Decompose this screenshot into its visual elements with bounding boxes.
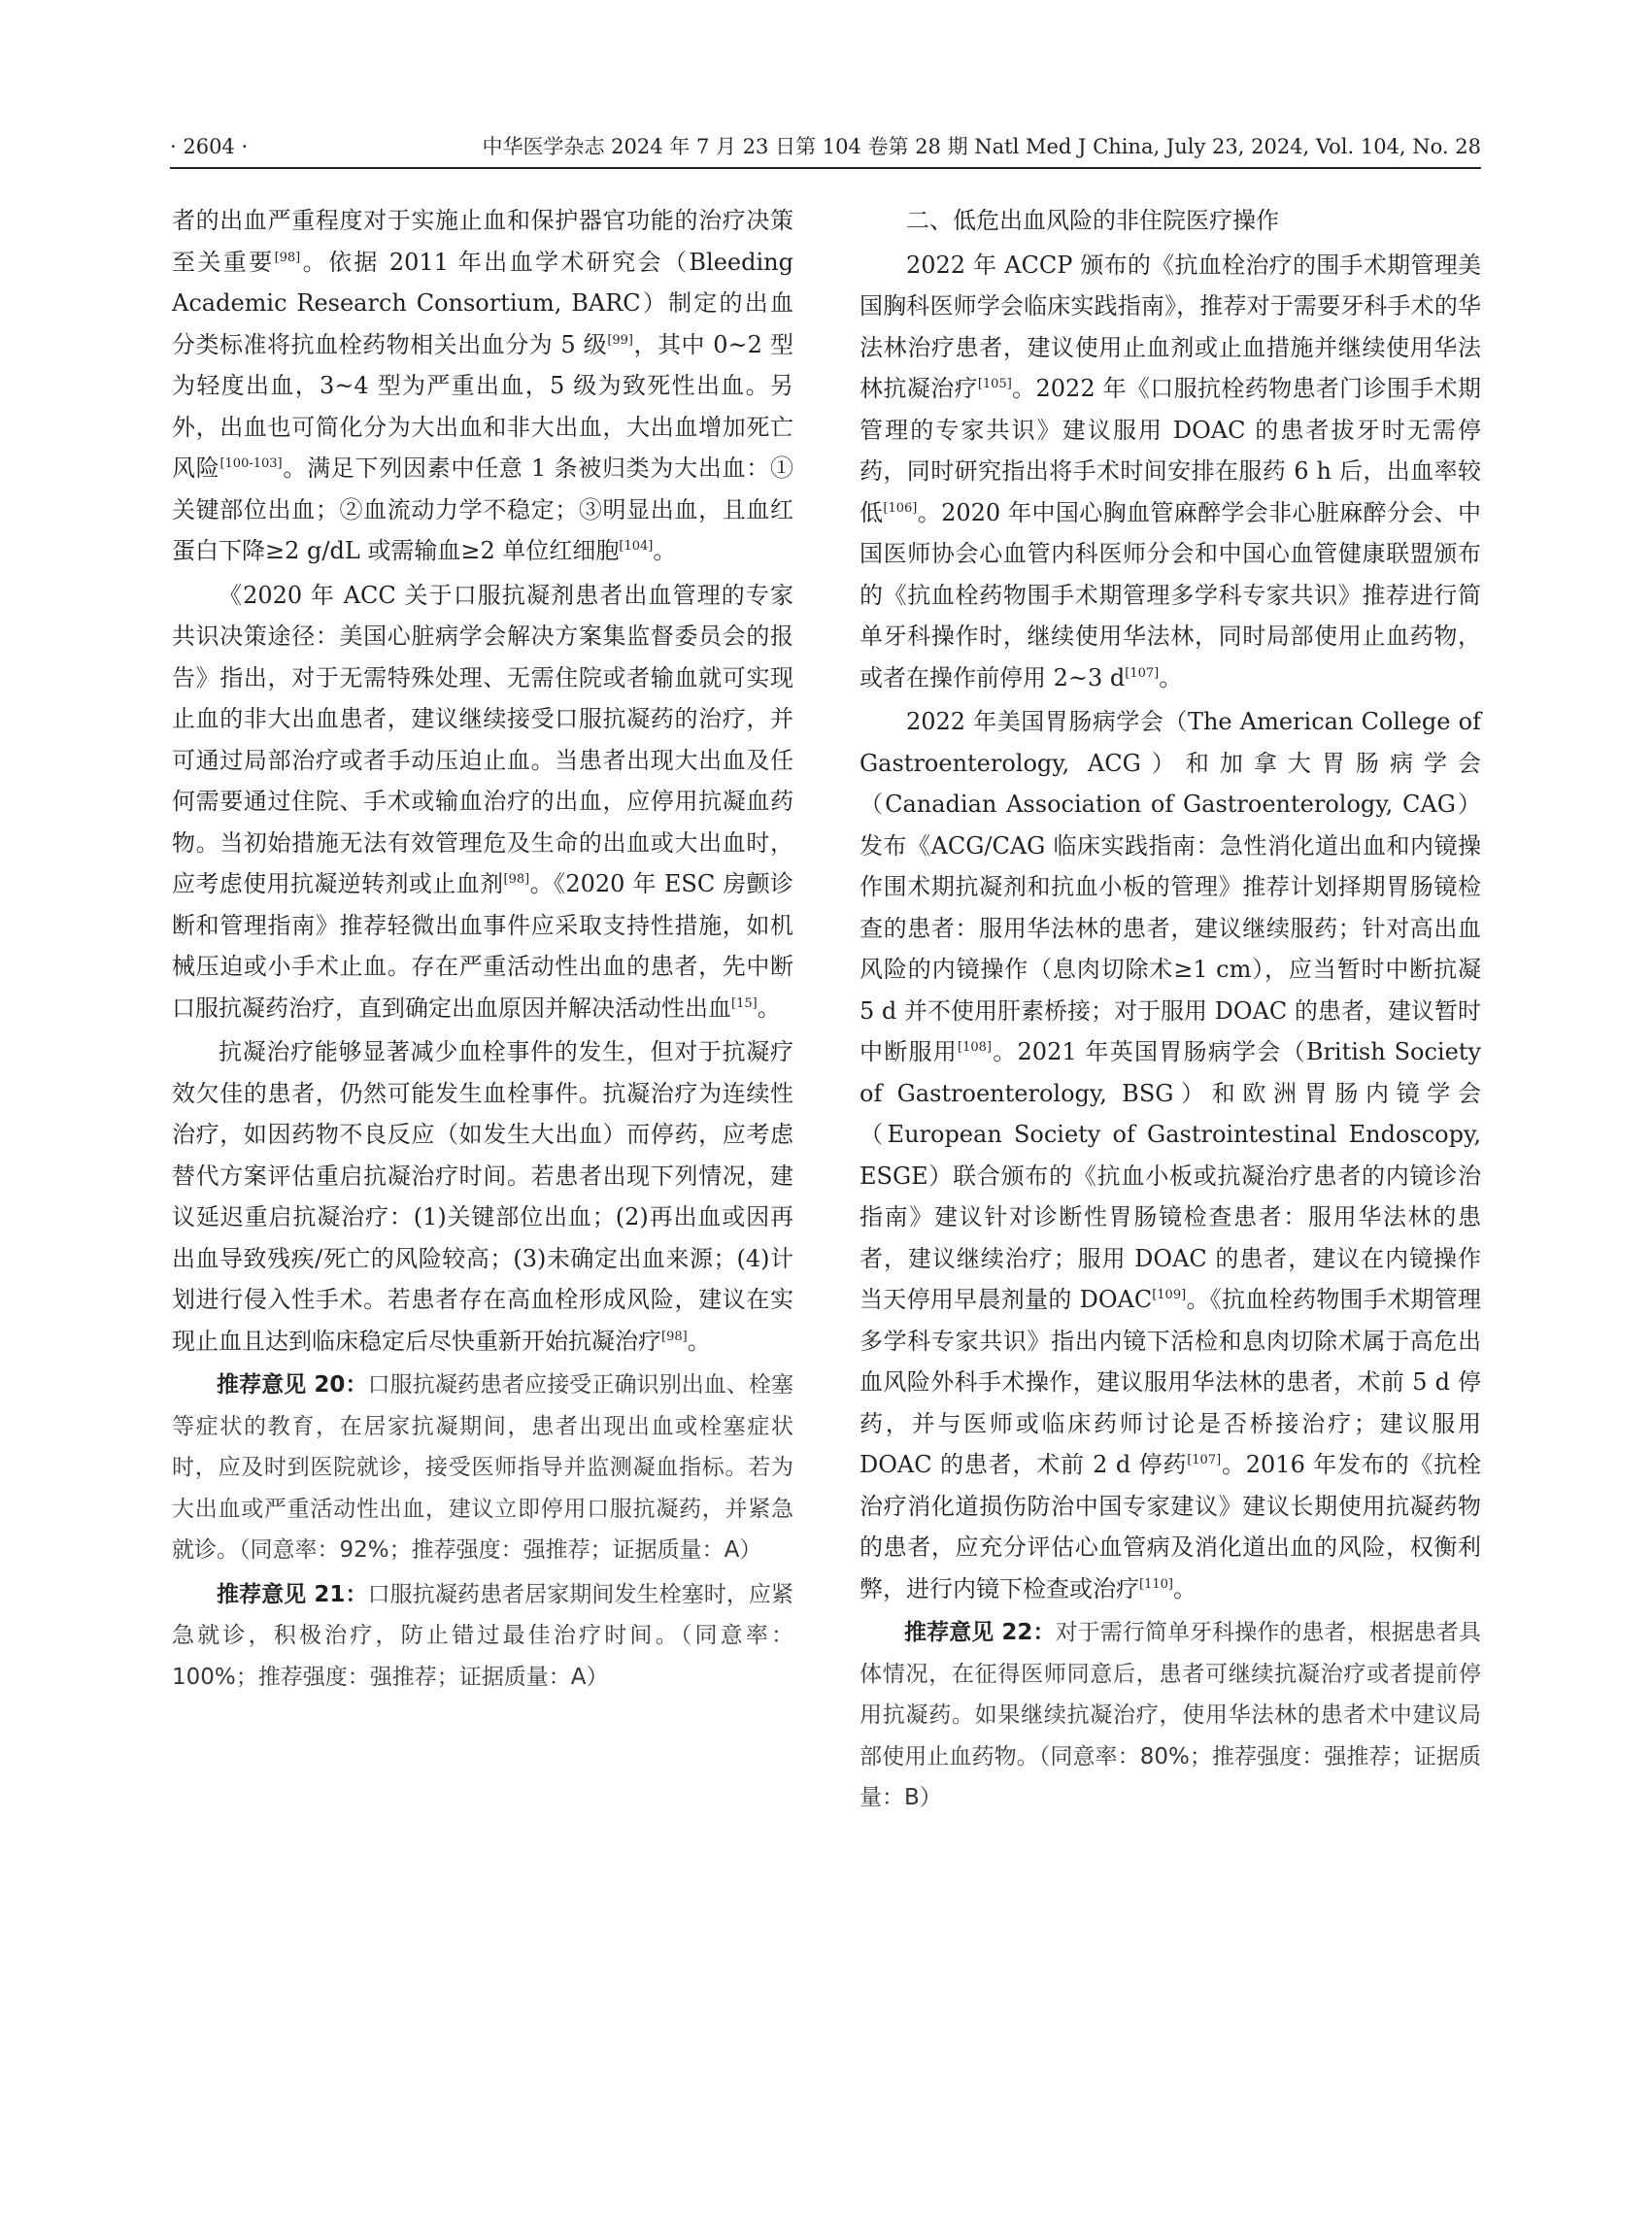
- paragraph-text: 者的出血严重程度对于实施止血和保护器官功能的治疗决策至关重要: [172, 207, 793, 276]
- recommendation-text: 口服抗凝药患者居家期间发生栓塞时，应紧急就诊，积极治疗，防止错过最佳治疗时间。（同意率：100%；推荐强度：强推荐；证据质量：A）: [172, 1581, 794, 1690]
- recommendation-label: 推荐意见 21：: [217, 1581, 368, 1607]
- paragraph-text: 。: [653, 537, 677, 564]
- paragraph: [172, 1031, 793, 1362]
- paragraph-text: 。2020 年中国心胸血管麻醉学会非心脏麻醉分会、中国医师协会心血管内科医师分会和中国心血管健康联盟颁布的《抗血栓药物围手术期管理多学科专家共识》推荐进行简单牙科操作时，继续使用华法林，同时局部使用止血药物，或者在操作前停用 2~3 d: [860, 498, 1482, 691]
- right-column: [860, 200, 1481, 1822]
- citation: [104]: [619, 539, 654, 554]
- citation: [110]: [1139, 1576, 1173, 1592]
- left-column: [172, 200, 793, 1701]
- recommendation-21: [172, 1574, 793, 1699]
- paragraph-text: 。《抗血栓药物围手术期管理多学科专家共识》指出内镜下活检和息肉切除术属于高危出血风险外科手术操作，建议服用华法林的患者，术前 5 d 停药，并与医师或临床药师讨论是否桥接治疗；建议服用 DOAC 的患者，术前 2 d 停药: [860, 1286, 1482, 1478]
- journal-citation: 中华医学杂志 2024 年 7 月 23 日第 104 卷第 28 期 Natl Med J China, July 23, 2024, Vol. 104, No. 28: [482, 135, 1481, 158]
- citation: [99]: [607, 332, 633, 348]
- section-heading: 二、低危出血风险的非住院医疗操作: [906, 207, 1279, 234]
- paragraph: [172, 575, 793, 1029]
- recommendation-label: 推荐意见 22：: [904, 1620, 1056, 1645]
- paragraph-text: 。2022 年《口服抗栓药物患者门诊围手术期管理的专家共识》建议服用 DOAC 的患者拔牙时无需停药，同时研究指出将手术时间安排在服药 6 h 后，出血率较低: [860, 375, 1481, 526]
- recommendation-22: [860, 1612, 1481, 1819]
- paragraph-text: 抗凝治疗能够显著减少血栓事件的发生，但对于抗凝疗效欠佳的患者，仍然可能发生血栓事件。抗凝治疗为连续性治疗，如因药物不良反应（如发生大出血）而停药，应考虑替代方案评估重启抗凝治疗时间。若患者出现下列情况，建议延迟重启抗凝治疗：(1)关键部位出血；(2)再出血或因再出血导致残疾/死亡的风险较高；(3)未确定出血来源；(4)计划进行侵入性手术。若患者存在高血栓形成风险，建议在实现止血且达到临床稳定后尽快重新开始抗凝治疗: [172, 1038, 793, 1355]
- recommendation-20: [172, 1365, 793, 1571]
- paragraph-text: 。满足下列因素中任意 1 条被归类为大出血：①关键部位出血；②血流动力学不稳定；③明显出血，且血红蛋白下降≥2 g/dL 或需输血≥2 单位红细胞: [172, 455, 794, 564]
- citation: [108]: [958, 1040, 993, 1055]
- recommendation-label: 推荐意见 20：: [217, 1372, 368, 1398]
- paragraph-text: 2022 年美国胃肠病学会（The American College of Gastroenterology, ACG）和加拿大胃肠病学会（Canadian Association of Gastroenterology, CAG）发布《ACG/CAG 临床实践指南：急性消化道出血和内镜操作围术期抗凝剂和抗血小板的管理》推荐计划择期胃肠镜检查的患者：服用华法林的患者，建议继续服药；针对高出血风险的内镜操作（息肉切除术≥1 cm），应当暂时中断抗凝 5 d 并不使用肝素桥接；对于服用 DOAC 的患者，建议暂时中断服用: [860, 708, 1481, 1065]
- paragraph-text: 。《2020 年 ESC 房颤诊断和管理指南》推荐轻微出血事件应采取支持性措施，如机械压迫或小手术止血。存在严重活动性出血的患者，先中断口服抗凝药治疗，直到确定出血原因并解决活动性出血: [172, 870, 794, 1022]
- paragraph-text: 。2021 年英国胃肠病学会（British Society of Gastroenterology, BSG）和欧洲胃肠内镜学会（European Society of Gastrointestinal Endoscopy, ESGE）联合颁布的《抗血小板或抗凝治疗患者的内镜诊治指南》建议针对诊断性胃肠镜检查患者：服用华法林的患者，建议继续治疗；服用 DOAC 的患者，建议在内镜操作当天停用早晨剂量的 DOAC: [860, 1038, 1482, 1313]
- citation: [109]: [1152, 1288, 1187, 1302]
- paragraph-text: 。2016 年发布的《抗栓治疗消化道损伤防治中国专家建议》建议长期使用抗凝药物的患者，应充分评估心血管病及消化道出血的风险，权衡利弊，进行内镜下检查或治疗: [860, 1451, 1481, 1602]
- citation: [106]: [883, 500, 918, 516]
- paragraph-text: 。: [1172, 1574, 1197, 1602]
- paragraph-text: 。依据 2011 年出血学术研究会（Bleeding Academic Research Consortium, BARC）制定的出血分类标准将抗血栓药物相关出血分为 5 级: [172, 248, 793, 358]
- paragraph: [860, 245, 1481, 699]
- citation: [107]: [1125, 665, 1160, 681]
- paragraph-text: 2022 年 ACCP 颁布的《抗血栓治疗的围手术期管理美国胸科医师学会临床实践指南》，推荐对于需要牙科手术的华法林治疗患者，建议使用止血剂或止血措施并继续使用华法林抗凝治疗: [860, 251, 1481, 402]
- recommendation-text: 口服抗凝药患者应接受正确识别出血、栓塞等症状的教育，在居家抗凝期间，患者出现出血或栓塞症状时，应及时到医院就诊，接受医师指导并监测凝血指标。若为大出血或严重活动性出血，建议立即停用口服抗凝药，并紧急就诊。（同意率：92%；推荐强度：强推荐；证据质量：A）: [172, 1372, 794, 1563]
- citation: [100-103]: [219, 456, 283, 471]
- citation: [98]: [661, 1329, 688, 1344]
- paragraph-text: ，其中 0~2 型为轻度出血，3~4 型为严重出血，5 级为致死性出血。另外，出血也可简化分为大出血和非大出血，大出血增加死亡风险: [172, 330, 793, 482]
- citation: [107]: [1187, 1453, 1222, 1467]
- paragraph-text: 。: [1159, 663, 1183, 691]
- paragraph-text: 。: [757, 994, 781, 1022]
- paragraph: [860, 701, 1481, 1609]
- citation: [15]: [731, 995, 758, 1011]
- paragraph-text: 。: [687, 1327, 711, 1355]
- citation: [98]: [274, 250, 301, 265]
- paragraph: [172, 200, 793, 572]
- page-number: · 2604 ·: [170, 135, 249, 158]
- citation: [98]: [503, 872, 530, 887]
- paragraph-text: 《2020 年 ACC 关于口服抗凝剂患者出血管理的专家共识决策途径：美国心脏病学会解决方案集监督委员会的报告》指出，对于无需特殊处理、无需住院或者输血就可实现止血的非大出血患者，建议继续接受口服抗凝药的治疗，并可通过局部治疗或者手动压迫止血。当患者出现大出血及任何需要通过住院、手术或输血治疗的出血，应停用抗凝血药物。当初始措施无法有效管理危及生命的出血或大出血时，应考虑使用抗凝逆转剂或止血剂: [172, 581, 793, 897]
- citation: [105]: [977, 377, 1012, 391]
- running-header: [170, 130, 1481, 169]
- recommendation-text: 对于需行简单牙科操作的患者，根据患者具体情况，在征得医师同意后，患者可继续抗凝治疗或者提前停用抗凝药。如果继续抗凝治疗，使用华法林的患者术中建议局部使用止血药物。（同意率：80%；推荐强度：强推荐；证据质量：B）: [860, 1620, 1482, 1810]
